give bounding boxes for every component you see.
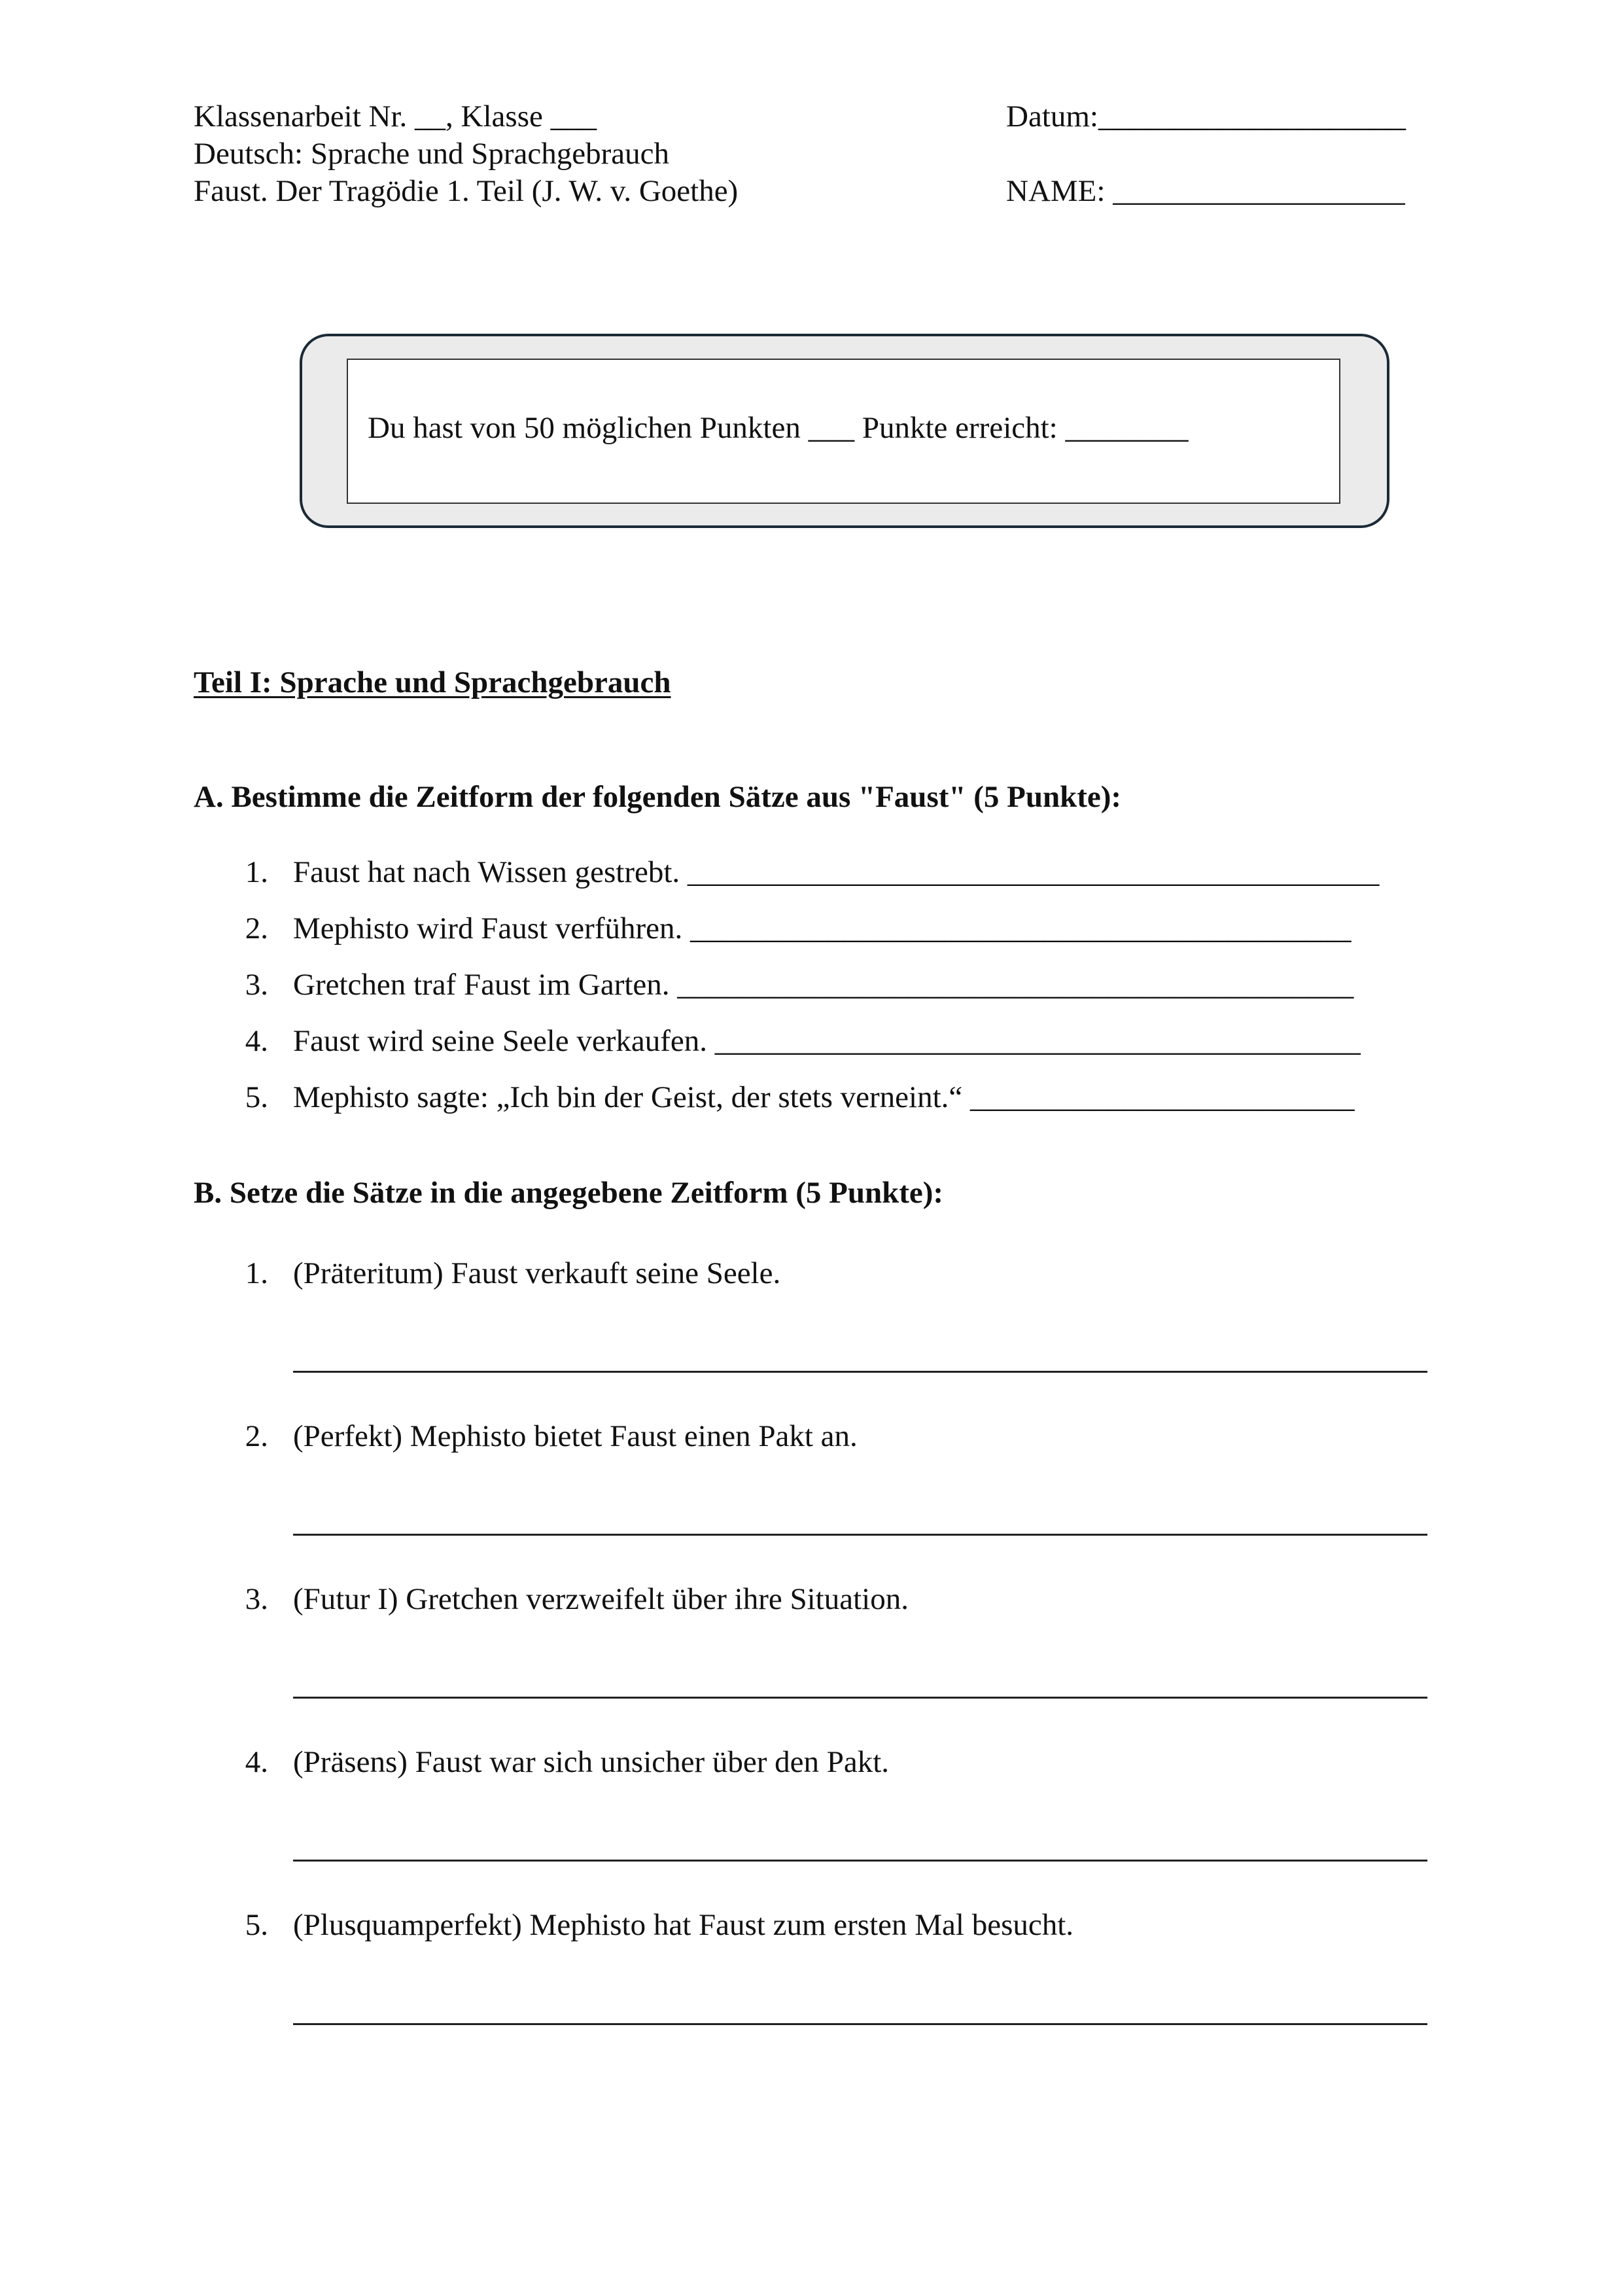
section-a-item-text[interactable]: Mephisto sagte: „Ich bin der Geist, der stets verneint.“ _________________________ — [293, 1080, 1355, 1114]
section-b-item-text: (Präteritum) Faust verkauft seine Seele. — [293, 1256, 781, 1290]
section-b-item-number: 1. — [245, 1256, 268, 1290]
answer-line[interactable] — [293, 1697, 1427, 1699]
header-class-info: Klassenarbeit Nr. __, Klasse ___ — [194, 99, 597, 133]
section-a-title: A. Bestimme die Zeitform der folgenden Sätze aus "Faust" (5 Punkte): — [194, 780, 1122, 814]
answer-line[interactable] — [293, 2023, 1427, 2025]
section-b-item-text: (Perfekt) Mephisto bietet Faust einen Pakt an. — [293, 1419, 858, 1453]
answer-line[interactable] — [293, 1860, 1427, 1862]
section-b-item-text: (Plusquamperfekt) Mephisto hat Faust zum ersten Mal besucht. — [293, 1908, 1074, 1942]
section-b-item-number: 4. — [245, 1745, 268, 1779]
section-a-item-number: 2. — [245, 911, 268, 945]
section-a-item-number: 3. — [245, 968, 268, 1002]
header-topic: Faust. Der Tragödie 1. Teil (J. W. v. Goethe) — [194, 174, 739, 208]
section-a-item-number: 4. — [245, 1024, 268, 1058]
score-box-text: Du hast von 50 möglichen Punkten ___ Punkte erreicht: ________ — [368, 411, 1189, 445]
section-a-item-text[interactable]: Mephisto wird Faust verführen. ___________________________________________ — [293, 911, 1352, 945]
section-b-item-number: 2. — [245, 1419, 268, 1453]
section-b-item-number: 3. — [245, 1582, 268, 1616]
header-subject: Deutsch: Sprache und Sprachgebrauch — [194, 137, 669, 171]
section-b-title: B. Setze die Sätze in die angegebene Zeitform (5 Punkte): — [194, 1176, 944, 1210]
header-name-field[interactable]: NAME: ___________________ — [1006, 174, 1405, 208]
section-a-item-text[interactable]: Gretchen traf Faust im Garten. ____________________________________________ — [293, 968, 1354, 1002]
section-b-item-number: 5. — [245, 1908, 268, 1942]
section-a-item-text[interactable]: Faust wird seine Seele verkaufen. __________________________________________ — [293, 1024, 1361, 1058]
answer-line[interactable] — [293, 1534, 1427, 1536]
header-date-field[interactable]: Datum:____________________ — [1006, 99, 1406, 133]
section-b-item-text: (Präsens) Faust war sich unsicher über den Pakt. — [293, 1745, 890, 1779]
section-b-item-text: (Futur I) Gretchen verzweifelt über ihre Situation. — [293, 1582, 909, 1616]
part1-title: Teil I: Sprache und Sprachgebrauch — [194, 665, 671, 699]
section-a-item-number: 1. — [245, 855, 268, 889]
answer-line[interactable] — [293, 1371, 1427, 1373]
section-a-item-number: 5. — [245, 1080, 268, 1114]
section-a-item-text[interactable]: Faust hat nach Wissen gestrebt. _____________________________________________ — [293, 855, 1380, 889]
